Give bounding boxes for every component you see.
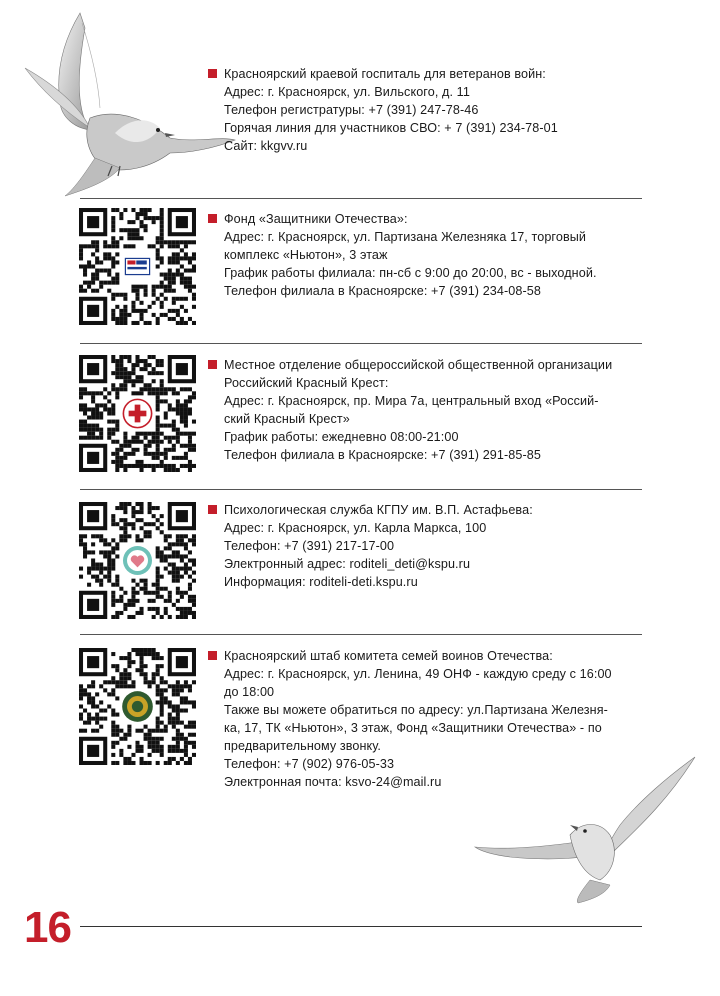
- heart-logo-icon: [123, 546, 152, 575]
- qr-code-psychological-service[interactable]: [79, 502, 196, 619]
- emblem-logo-icon: [122, 691, 153, 722]
- entry-line: до 18:00: [224, 685, 275, 699]
- entry-line: Фонд «Защитники Отечества»:: [224, 212, 408, 226]
- qr-code-red-cross[interactable]: [79, 355, 196, 472]
- entry-line: Сайт: kkgvv.ru: [224, 139, 308, 153]
- footer-rule: [80, 926, 642, 927]
- qr-code-defenders-fund[interactable]: [79, 208, 196, 325]
- entry-line: График работы: ежедневно 08:00-21:00: [224, 430, 459, 444]
- section-divider: [80, 343, 642, 344]
- red-cross-logo-icon: [123, 399, 151, 427]
- entry-line: предварительному звонку.: [224, 739, 382, 753]
- entry-line: Также вы можете обратиться по адресу: ул.Партизана Железня-: [224, 703, 608, 717]
- entry-line: Электронный адрес: roditeli_deti@kspu.ru: [224, 557, 471, 571]
- entry-line: ский Красный Крест»: [224, 412, 350, 426]
- defenders-fund-logo-icon: [125, 258, 149, 274]
- entry-line: Адрес: г. Красноярск, ул. Ленина, 49 ОНФ - каждую среду с 16:00: [224, 667, 612, 681]
- entry-line: Адрес: г. Красноярск, пр. Мира 7а, центральный вход «Россий-: [224, 394, 599, 408]
- entry-line: ка, 17, ТК «Ньютон», 3 этаж, Фонд «Защитники Отечества» - по: [224, 721, 602, 735]
- entry-line: Информация: roditeli-deti.kspu.ru: [224, 575, 418, 589]
- section-divider: [80, 198, 642, 199]
- red-bullet: [208, 69, 217, 78]
- entry-line: Красноярский штаб комитета семей воинов Отечества:: [224, 649, 553, 663]
- contact-entry-hospital: [224, 65, 644, 155]
- entry-line: Горячая линия для участников СВО: + 7 (391) 234-78-01: [224, 121, 558, 135]
- entry-line: Адрес: г. Красноярск, ул. Вильского, д. 11: [224, 85, 470, 99]
- entry-line: График работы филиала: пн-сб с 9:00 до 20:00, вс - выходной.: [224, 266, 597, 280]
- entry-line: Телефон: +7 (391) 217-17-00: [224, 539, 395, 553]
- red-bullet: [208, 505, 217, 514]
- entry-line: Электронная почта: ksvo-24@mail.ru: [224, 775, 442, 789]
- entry-line: Телефон регистратуры: +7 (391) 247-78-46: [224, 103, 479, 117]
- contact-entry-psychological-service: [224, 501, 644, 591]
- contact-entry-defenders-fund: [224, 210, 644, 300]
- red-bullet: [208, 360, 217, 369]
- dove-illustration-top: [20, 8, 240, 198]
- contact-entry-families-committee: [224, 647, 644, 791]
- page-number: 16: [24, 903, 71, 952]
- entry-line: Красноярский краевой госпиталь для ветеранов войн:: [224, 67, 546, 81]
- red-bullet: [208, 214, 217, 223]
- entry-line: Российский Красный Крест:: [224, 376, 389, 390]
- entry-line: Адрес: г. Красноярск, ул. Партизана Железняка 17, торговый: [224, 230, 587, 244]
- qr-code-families-committee[interactable]: [79, 648, 196, 765]
- section-divider: [80, 634, 642, 635]
- entry-line: Телефон филиала в Красноярске: +7 (391) 291-85-85: [224, 448, 542, 462]
- entry-line: Телефон: +7 (902) 976-05-33: [224, 757, 395, 771]
- red-bullet: [208, 651, 217, 660]
- contact-entry-red-cross: [224, 356, 644, 464]
- entry-line: Психологическая служба КГПУ им. В.П. Астафьева:: [224, 503, 533, 517]
- section-divider: [80, 489, 642, 490]
- entry-line: Телефон филиала в Красноярске: +7 (391) 234-08-58: [224, 284, 542, 298]
- entry-line: Местное отделение общероссийской общественной организации: [224, 358, 613, 372]
- entry-line: Адрес: г. Красноярск, ул. Карла Маркса, 100: [224, 521, 487, 535]
- entry-line: комплекс «Ньютон», 3 этаж: [224, 248, 388, 262]
